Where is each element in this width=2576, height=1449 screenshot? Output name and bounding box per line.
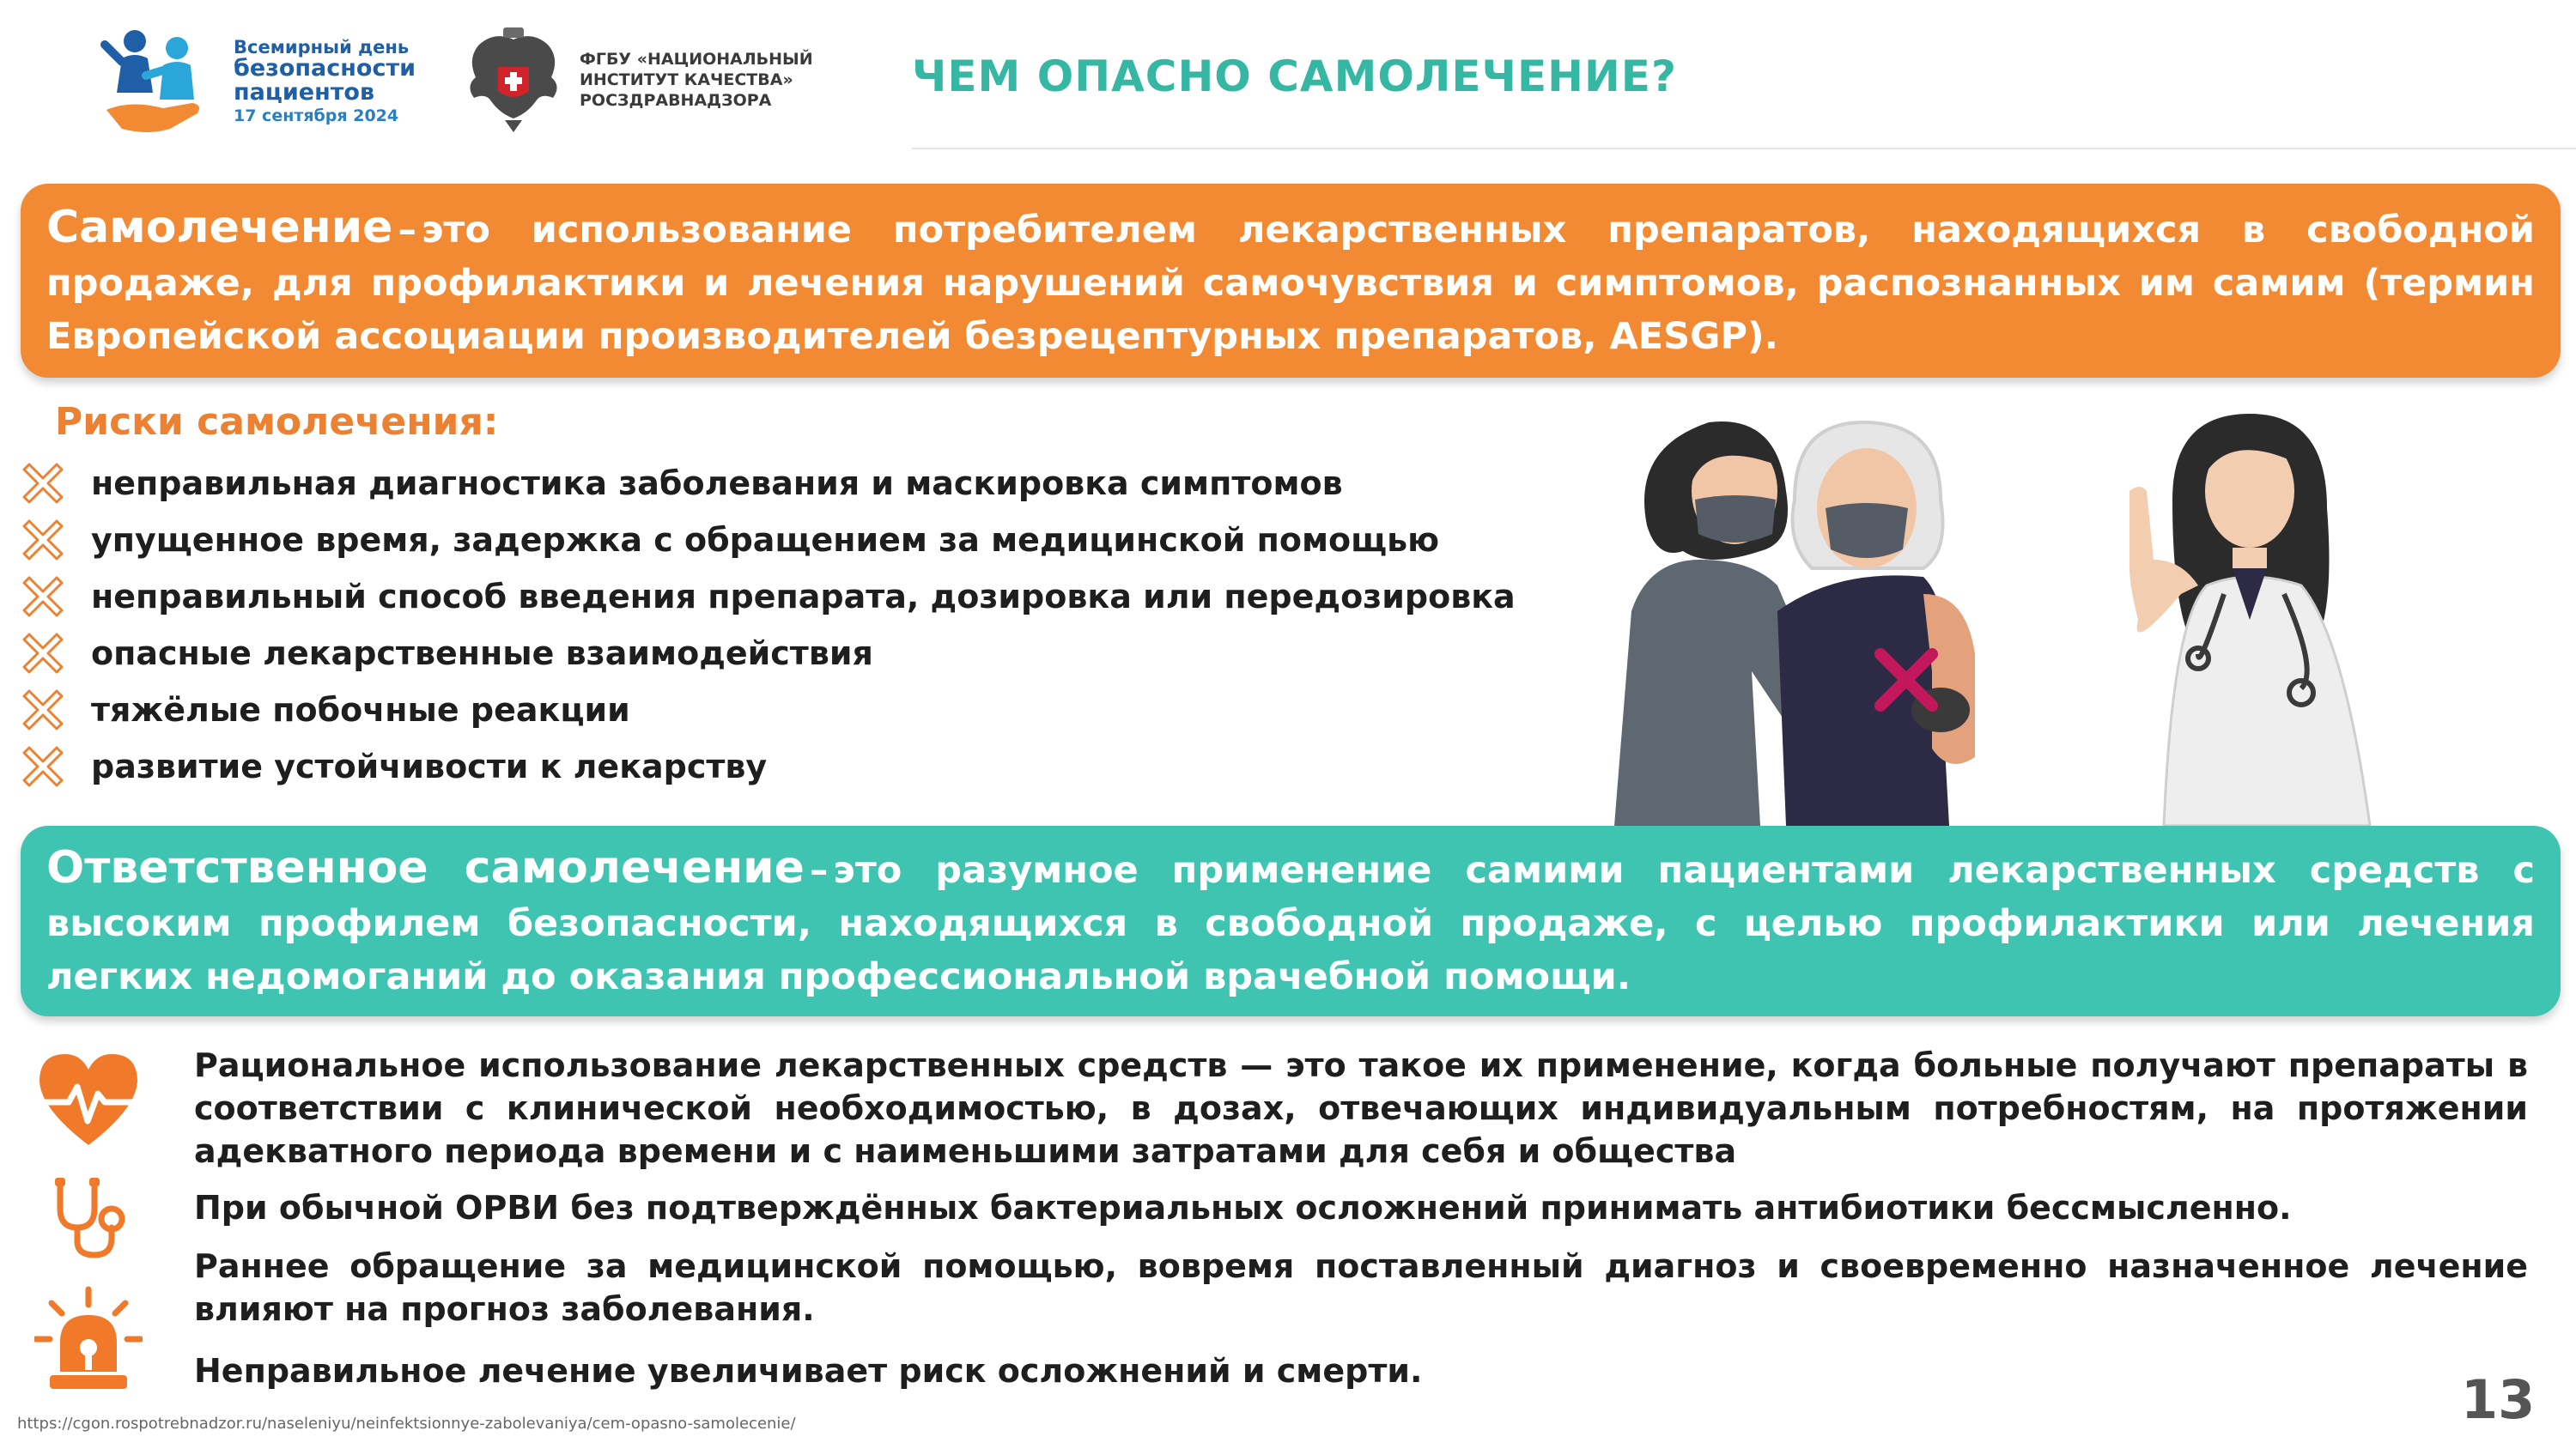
x-cross-icon [21,461,65,506]
logo-line: безопасности [234,54,416,82]
stethoscope-icon [43,1174,134,1260]
risk-text: упущенное время, задержка с обращением за медицинской помощью [91,521,1440,559]
logo-date: 17 сентября 2024 [234,106,399,126]
list-item [21,682,1532,738]
list-item [21,625,1532,682]
info-wrong-treatment: Неправильное лечение увеличивает риск осложнений и смерти. [194,1352,1423,1390]
page-number: 13 [2461,1368,2536,1431]
x-cross-icon [21,744,65,789]
list-item [21,568,1532,625]
definition-dash: – [809,849,829,892]
x-cross-icon [21,574,65,619]
medical-staff-illustration [1580,397,2439,826]
definition-dash: – [398,209,416,252]
responsible-self-treatment-box [21,826,2561,1016]
info-rational-use: Рациональное использование лекарственных средств — это такое их применение, когда больные получают препараты в соответствии с клинической необходимостью, в дозах, отвечающих индивидуальным потребностям, на протяжении адекватного периода времени и с наименьшими затратами для себя и общества [194,1046,2528,1170]
risk-text: опасные лекарственные взаимодействия [91,634,873,672]
patient-safety-day-logo [96,26,416,137]
definition-text: это использование потребителем лекарственных препаратов, находящихся в свободной продаже, для профилактики и лечения нарушений самочувствия и симптомов, распознанных им самим (термин Европейской ассоциации производителей безрецептурных препаратов, AESGP). [46,209,2535,358]
risk-text: неправильная диагностика заболевания и маскировка симптомов [91,464,1343,502]
source-link[interactable]: https://cgon.rospotrebnadzor.ru/naseleniyu/neinfektsionnye-zabolevaniya/cem-opasno-samolecenie/ [17,1415,796,1433]
patient-safety-figures-icon [96,26,225,137]
institute-name-line: ФГБУ «НАЦИОНАЛЬНЫЙ [580,49,813,69]
header-divider [912,148,2576,149]
info-early-diagnosis: Раннее обращение за медицинской помощью, вовремя поставленный диагноз и своевременно назначенное лечение влияют на прогноз заболевания. [194,1247,2528,1328]
risks-heading: Риски самолечения: [55,400,499,444]
self-treatment-definition-box [21,184,2561,378]
patient-figure [1777,422,1975,826]
logo-line: Всемирный день [234,36,410,58]
definition-term: Ответственное самолечение [46,842,805,894]
logo-line: пациентов [234,79,375,106]
x-cross-icon [21,688,65,732]
list-item [21,455,1532,512]
x-cross-icon [21,518,65,562]
list-item [21,738,1532,795]
list-item [21,512,1532,568]
definition-term: Самолечение [46,202,393,253]
institute-name-line: ИНСТИТУТ КАЧЕСТВА» [580,70,793,89]
double-eagle-emblem-icon [460,24,568,136]
definition-text: это разумное применение самими пациентами лекарственных средств с высоким профилем безопасности, находящихся в свободной продаже, с целью профилактики или лечения легких недомоганий до оказания профессиональной врачебной помощи. [46,849,2535,998]
doctor-figure [2129,414,2370,826]
risk-text: тяжёлые побочные реакции [91,691,630,729]
info-antibiotics: При обычной ОРВИ без подтверждённых бактериальных осложнений принимать антибиотики бессмысленно. [194,1189,2292,1227]
page-title: ЧЕМ ОПАСНО САМОЛЕЧЕНИЕ? [912,52,1677,101]
x-cross-icon [21,631,65,676]
risk-text: развитие устойчивости к лекарству [91,748,768,785]
risks-list [21,455,1532,795]
heart-pulse-icon [34,1049,143,1149]
alarm-siren-icon [34,1286,143,1397]
roszdravnadzor-institute-logo [460,24,829,136]
institute-name-line: РОСЗДРАВНАДЗОРА [580,91,772,111]
risk-text: неправильный способ введения препарата, дозировка или передозировка [91,578,1516,615]
